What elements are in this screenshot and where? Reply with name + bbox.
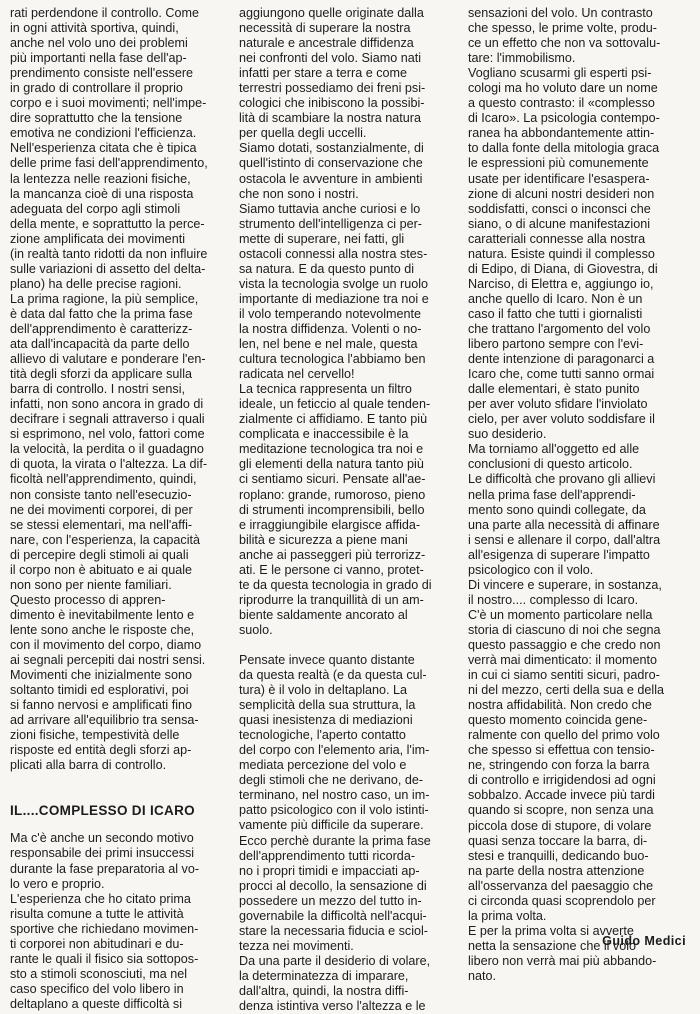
paragraph: C'è un momento particolare nella storia di ciascuno di noi che segna questo passaggio e che credo non verrà mai dimenticato: il momento in cui ci siamo sentiti sicuri, padro- ni del mezzo, certi della sua e della nostra affidabilità. Non credo che questo momento coincida gene- ralmente con quello del primo volo che spesso si effettua con tensio- ne, stringendo con forza la barra di controllo e irrigidendosi ad ogni sobbalzo. Accade invece più tardi quando si scopre, non senza una piccola dose di stupore, di volare quasi senza toccare la barra, di- stesi e tranquilli, dedicando buo- na parte della nostra attenzione all'osservanza del paesaggio che ci circonda quasi scoprendolo per la prima volta. xyxy=(468,607,665,923)
paragraph: sensazioni del volo. Un contrasto che spesso, le prime volte, produ- ce un effetto che non va sottovalu- tare: l'immobilismo. xyxy=(468,6,661,66)
paragraph: Le difficoltà che provano gli allievi nella prima fase dell'apprendi- mento sono quindi collegate, da una parte alla necessità di affinare i sensi e allenare il corpo, dall'altra all'esigenza di superare l'impatto psicologico con il volo. xyxy=(468,472,661,577)
paragraph: Siamo tuttavia anche curiosi e lo strumento dell'intelligenza ci per- mette di superare, nei fatti, gli ostacoli connessi alla nostra stes- sa natura. E da questo punto di vista la tecnologia svolge un ruolo importante di mediazione tra noi e il volo temperando notevolmente la nostra diffidenza. Volenti o no- len, nel bene e nel male, questa cultura tecnologica l'abbiamo ben radicata nel cervello! xyxy=(239,201,429,382)
paragraph: rati perdendone il controllo. Come in ogni attività sportiva, quindi, anche nel volo uno dei problemi più importanti nella fase dell'ap- prendimento consiste nell'essere in grado di controllare il proprio corpo e i suoi movimenti; nell'impe- dire soprattutto che la tensione emotiva ne condizioni l'efficienza. xyxy=(10,6,207,141)
author-signature: Guido Medici xyxy=(602,934,686,948)
paragraph: Ma c'è anche un secondo motivo responsabile dei primi insuccessi durante la fase preparatoria al vo- lo vero e proprio. xyxy=(10,831,200,891)
paragraph: Di vincere e superare, in sostanza, il nostro.... complesso di Icaro. xyxy=(468,577,662,607)
paragraph: Nell'esperienza citata che è tipica delle prime fasi dell'apprendimento, la lentezza nelle reazioni fisiche, la mancanza cioè di una risposta adeguata del corpo agli stimoli della mente, e soprattutto la perce- zione amplificata dei movimenti (in realtà tanto ridotti da non influire sulle variazioni di assetto del delta- plano) ha delle precise ragioni. xyxy=(10,141,208,291)
paragraph: Siamo dotati, sostanzialmente, di quell'istinto di conservazione che ostacola le avventure in ambienti che non sono i nostri. xyxy=(239,141,424,201)
paragraph: Pensate invece quanto distante da questa realtà (e da questa cul- tura) è il volo in deltaplano. La semplicità della sua struttura, la quasi inesistenza di mediazioni tecnologiche, l'aperto contatto del corpo con l'elemento aria, l'im- mediata percezione del volo e degli stimoli che ne derivano, de- terminano, nel nostro caso, un im- patto psicologico con il volo istinti- vamente più difficile da superare. xyxy=(239,652,430,833)
section-heading: IL....COMPLESSO DI ICARO xyxy=(10,803,195,819)
paragraph-gap xyxy=(239,638,461,653)
paragraph: Questo processo di appren- dimento è inevitabilmente lento e lente sono anche le risposte che, con il movimento del corpo, diamo ai segnali percepiti dai nostri sensi. Movimenti che inizialmente sono soltanto timidi ed esplorativi, poi si fanno nervosi e amplificati fino ad arrivare all'equilibrio tra sensa- zioni fisiche, tempestività delle risposte ed entità degli sforzi ap- plicati alla barra di controllo. xyxy=(10,592,206,773)
paragraph: La tecnica rappresenta un filtro ideale, un feticcio al quale tenden- zialmente ci affidiamo. E tanto più complicata e inaccessibile è la meditazione tecnologica tra noi e gli elementi della natura tanto più ci sentiamo sicuri. Pensate all'ae- roplano: grande, rumoroso, pieno di strumenti incomprensibili, bello e irraggiungibile elargisce affida- bilità e sicurezza a piene mani anche ai passeggeri più terrorizz- ati. E le persone ci vanno, protet- te da questa tecnologia in grado di riprodurre la tranquillità di un am- biente saldamente ancorato al suolo. xyxy=(239,382,432,637)
paragraph: Da una parte il desiderio di volare, la determinatezza di imparare, dall'altra, quindi, la nostra diffi- denza istintiva verso l'altezza e le xyxy=(239,953,431,1014)
column-left xyxy=(10,6,232,1011)
paragraph: L'esperienza che ho citato prima risulta comune a tutte le attività sportive che richiedano movimen- ti corporei non abitudinari e du- rante le quali il fisico sia sottopos- sto a stimoli sconosciuti, ma nel caso specifico del volo libero in deltaplano a queste difficoltà si xyxy=(10,891,199,1011)
paragraph: Ma torniamo all'oggetto ed alle conclusioni di questo articolo. xyxy=(468,442,640,472)
paragraph: aggiungono quelle originate dalla necessità di superare la nostra naturale e ancestrale diffidenza nei confronti del volo. Siamo nati infatti per stare a terra e come terrestri possediamo dei freni psi- cologici che inibiscono la possibi- lità di scambiare la nostra natura per quella degli uccelli. xyxy=(239,6,426,141)
paragraph: Ecco perchè durante la prima fase dell'apprendimento tutti ricorda- no i propri timidi e impacciati ap- procci al decollo, la sensazione di possedere un mezzo del tutto in- governabile la difficoltà nell'acqui- stare la necessaria fiducia e sciol- tezza nei movimenti. xyxy=(239,833,431,953)
paragraph: E per la prima volta si avverte netta la sensazione che il volo libero non verrà mai più abbando- nato. xyxy=(468,923,657,983)
paragraph: Vogliano scusarmi gli esperti psi- cologi ma ho voluto dare un nome a questo contrasto: il «complesso di Icaro». La psicologia contempo- ranea ha abbondantemente attin- to dalla fonte della mitologia graca le espressioni più comunemente usate per identificare l'esaspera- zione di alcuni nostri desideri non soddisfatti, consci o inconsci che siano, o di alcune manifestazioni caratteriali connesse alla nostra natura. Esiste quindi il complesso di Edipo, di Diana, di Giovestra, di Narciso, di Elettra e, aggiungo io, anche quello di Icaro. Non è un caso il fatto che tutti i giornalisti che trattano l'argomento del volo libero partono sempre con l'evi- dente intenzione di paragonarci a Icaro che, come tutti sanno ormai dalle elementari, è stato punito per aver voluto sfidare l'inviolato cielo, per aver voluto soddisfare il suo desiderio. xyxy=(468,66,660,442)
column-middle xyxy=(239,6,461,1014)
paragraph: La prima ragione, la più semplice, è data dal fatto che la prima fase dell'apprendimento è caratterizz- ata dall'incapacità da parte dello allievo di valutare e ponderare l'en- tità degli sforzi da applicare sulla barra di controllo. I nostri sensi, infatti, non sono ancora in grado di decifrare i segnali attraverso i quali si esprimono, nel volo, fattori come la velocità, la perdita o il guadagno di quota, la virata o l'altezza. La dif- ficoltà nell'apprendimento, quindi, non consiste tanto nell'esecuzio- ne dei movimenti corporei, di per se stessi elementari, ma nell'affi- nare, con l'esperienza, la capacità di percepire degli stimoli ai quali il corpo non è abituato e ai quale non sono per niente familiari. xyxy=(10,291,208,592)
